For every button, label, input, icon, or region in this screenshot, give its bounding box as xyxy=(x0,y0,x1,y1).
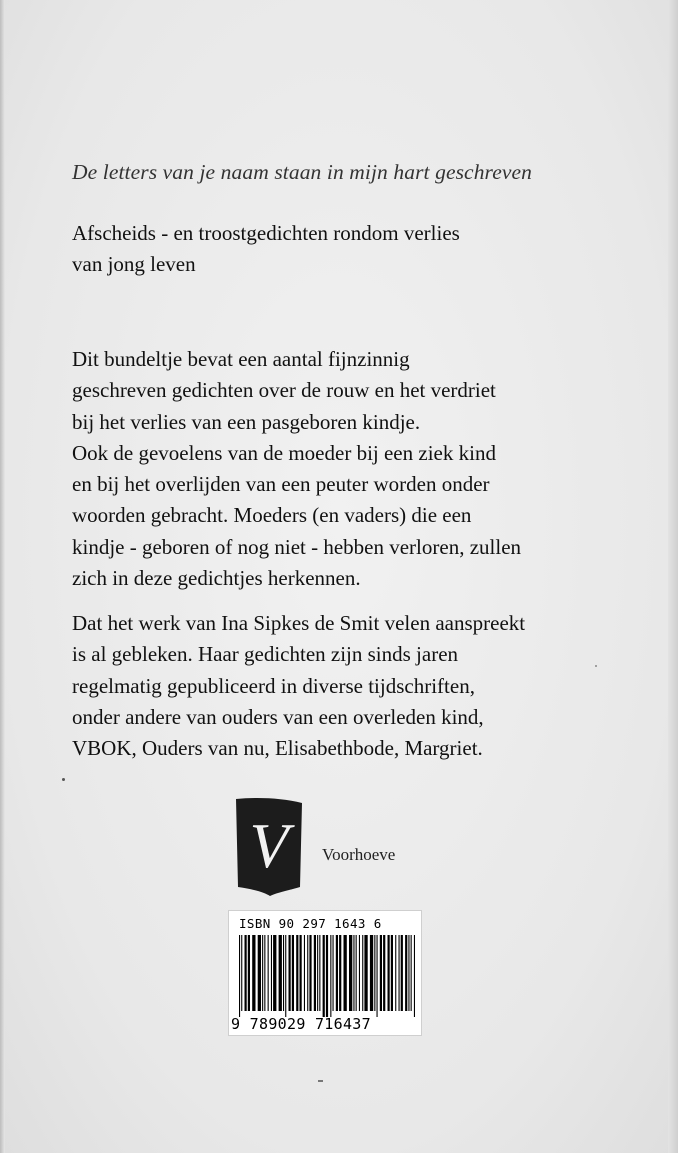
cover-right-edge xyxy=(668,0,678,1153)
book-subtitle xyxy=(72,218,632,280)
barcode-bar xyxy=(401,935,403,1011)
barcode-bar xyxy=(414,935,415,1017)
barcode-bar xyxy=(353,935,354,1011)
blurb-paragraph-2: Dat het werk van Ina Sipkes de Smit velen aanspreekt is al gebleken. Haar gedichten zijn sinds jaren regelmatig gepubliceerd in diverse tijdschriften, onder andere van ouders van een overleden kind, VBOK, Ouders van nu, Elisabethbode, Margriet. xyxy=(72,611,526,761)
barcode-bar xyxy=(359,935,360,1011)
barcode-bar xyxy=(317,935,318,1011)
print-speck xyxy=(318,1080,323,1082)
barcode-bar xyxy=(388,935,390,1011)
barcode-bar xyxy=(300,935,302,1011)
barcode-bar xyxy=(245,935,247,1011)
barcode-bar xyxy=(319,935,320,1011)
barcode-bar xyxy=(326,935,328,1017)
subtitle-text: Afscheids - en troostgedichten rondom verlies van jong leven xyxy=(72,221,460,276)
barcode-bar xyxy=(264,935,265,1011)
publisher-logo-icon xyxy=(230,795,306,897)
barcode-bar xyxy=(248,935,250,1011)
barcode-bar xyxy=(380,935,382,1011)
barcode-bars xyxy=(239,935,415,1017)
barcode-bar xyxy=(273,935,276,1011)
blurb-paragraph-1: Dit bundeltje bevat een aantal fijnzinnig geschreven gedichten over de rouw en het verdriet bij het verlies van een pasgeboren kindje. Ook de gevoelens van de moeder bij een ziek kind en bij het overlijden van een peuter worden onder woorden gebracht. Moeders (en vaders) die een kindje - geboren of nog niet - hebben verloren, zullen zich in deze gedichtjes herkennen. xyxy=(72,347,522,591)
barcode-bar xyxy=(262,935,263,1011)
barcode-bar xyxy=(271,935,272,1011)
barcode-bar xyxy=(307,935,308,1011)
barcode-bar xyxy=(239,935,240,1017)
barcode-bar xyxy=(395,935,396,1011)
barcode-bar xyxy=(330,935,331,1017)
barcode-bar xyxy=(283,935,284,1011)
barcode-bar xyxy=(349,935,352,1011)
barcode-bar xyxy=(289,935,291,1011)
barcode-bar xyxy=(304,935,305,1011)
barcode-bar xyxy=(383,935,385,1011)
barcode-bar xyxy=(374,935,375,1011)
barcode-bar xyxy=(258,935,261,1011)
barcode-bar xyxy=(408,935,409,1011)
barcode-bar xyxy=(336,935,338,1011)
barcode-bar xyxy=(292,935,294,1011)
barcode-label xyxy=(228,910,422,1036)
barcode-bar xyxy=(285,935,286,1017)
publisher-logo-letter: V xyxy=(249,810,289,881)
barcode-bar xyxy=(296,935,298,1011)
barcode-bar xyxy=(377,935,378,1017)
barcode-bar xyxy=(333,935,334,1011)
barcode-bar xyxy=(362,935,363,1011)
barcode-bar xyxy=(364,935,367,1011)
barcode-bar xyxy=(356,935,357,1011)
barcode-bar xyxy=(252,935,255,1011)
publisher-name: Voorhoeve xyxy=(322,845,396,864)
book-title: De letters van je naam staan in mijn hart geschreven xyxy=(72,160,532,184)
isbn-number: ISBN 90 297 1643 6 xyxy=(239,916,382,931)
cover-left-edge xyxy=(0,0,5,1153)
barcode-bar xyxy=(309,935,311,1011)
barcode-bar xyxy=(411,935,412,1011)
barcode-bar xyxy=(314,935,316,1011)
barcode-bar xyxy=(370,935,373,1011)
barcode-bar xyxy=(391,935,393,1011)
barcode-bar xyxy=(405,935,407,1011)
publisher-logo xyxy=(230,795,306,897)
barcode-bar xyxy=(344,935,347,1011)
barcode-bar xyxy=(323,935,325,1017)
barcode-bar xyxy=(399,935,400,1011)
barcode-bar xyxy=(241,935,242,1011)
barcode-bar xyxy=(268,935,269,1011)
barcode-bar xyxy=(339,935,341,1011)
print-speck xyxy=(62,778,65,781)
ean-digits: 9 789029 716437 xyxy=(231,1015,371,1033)
barcode-bar xyxy=(279,935,282,1011)
